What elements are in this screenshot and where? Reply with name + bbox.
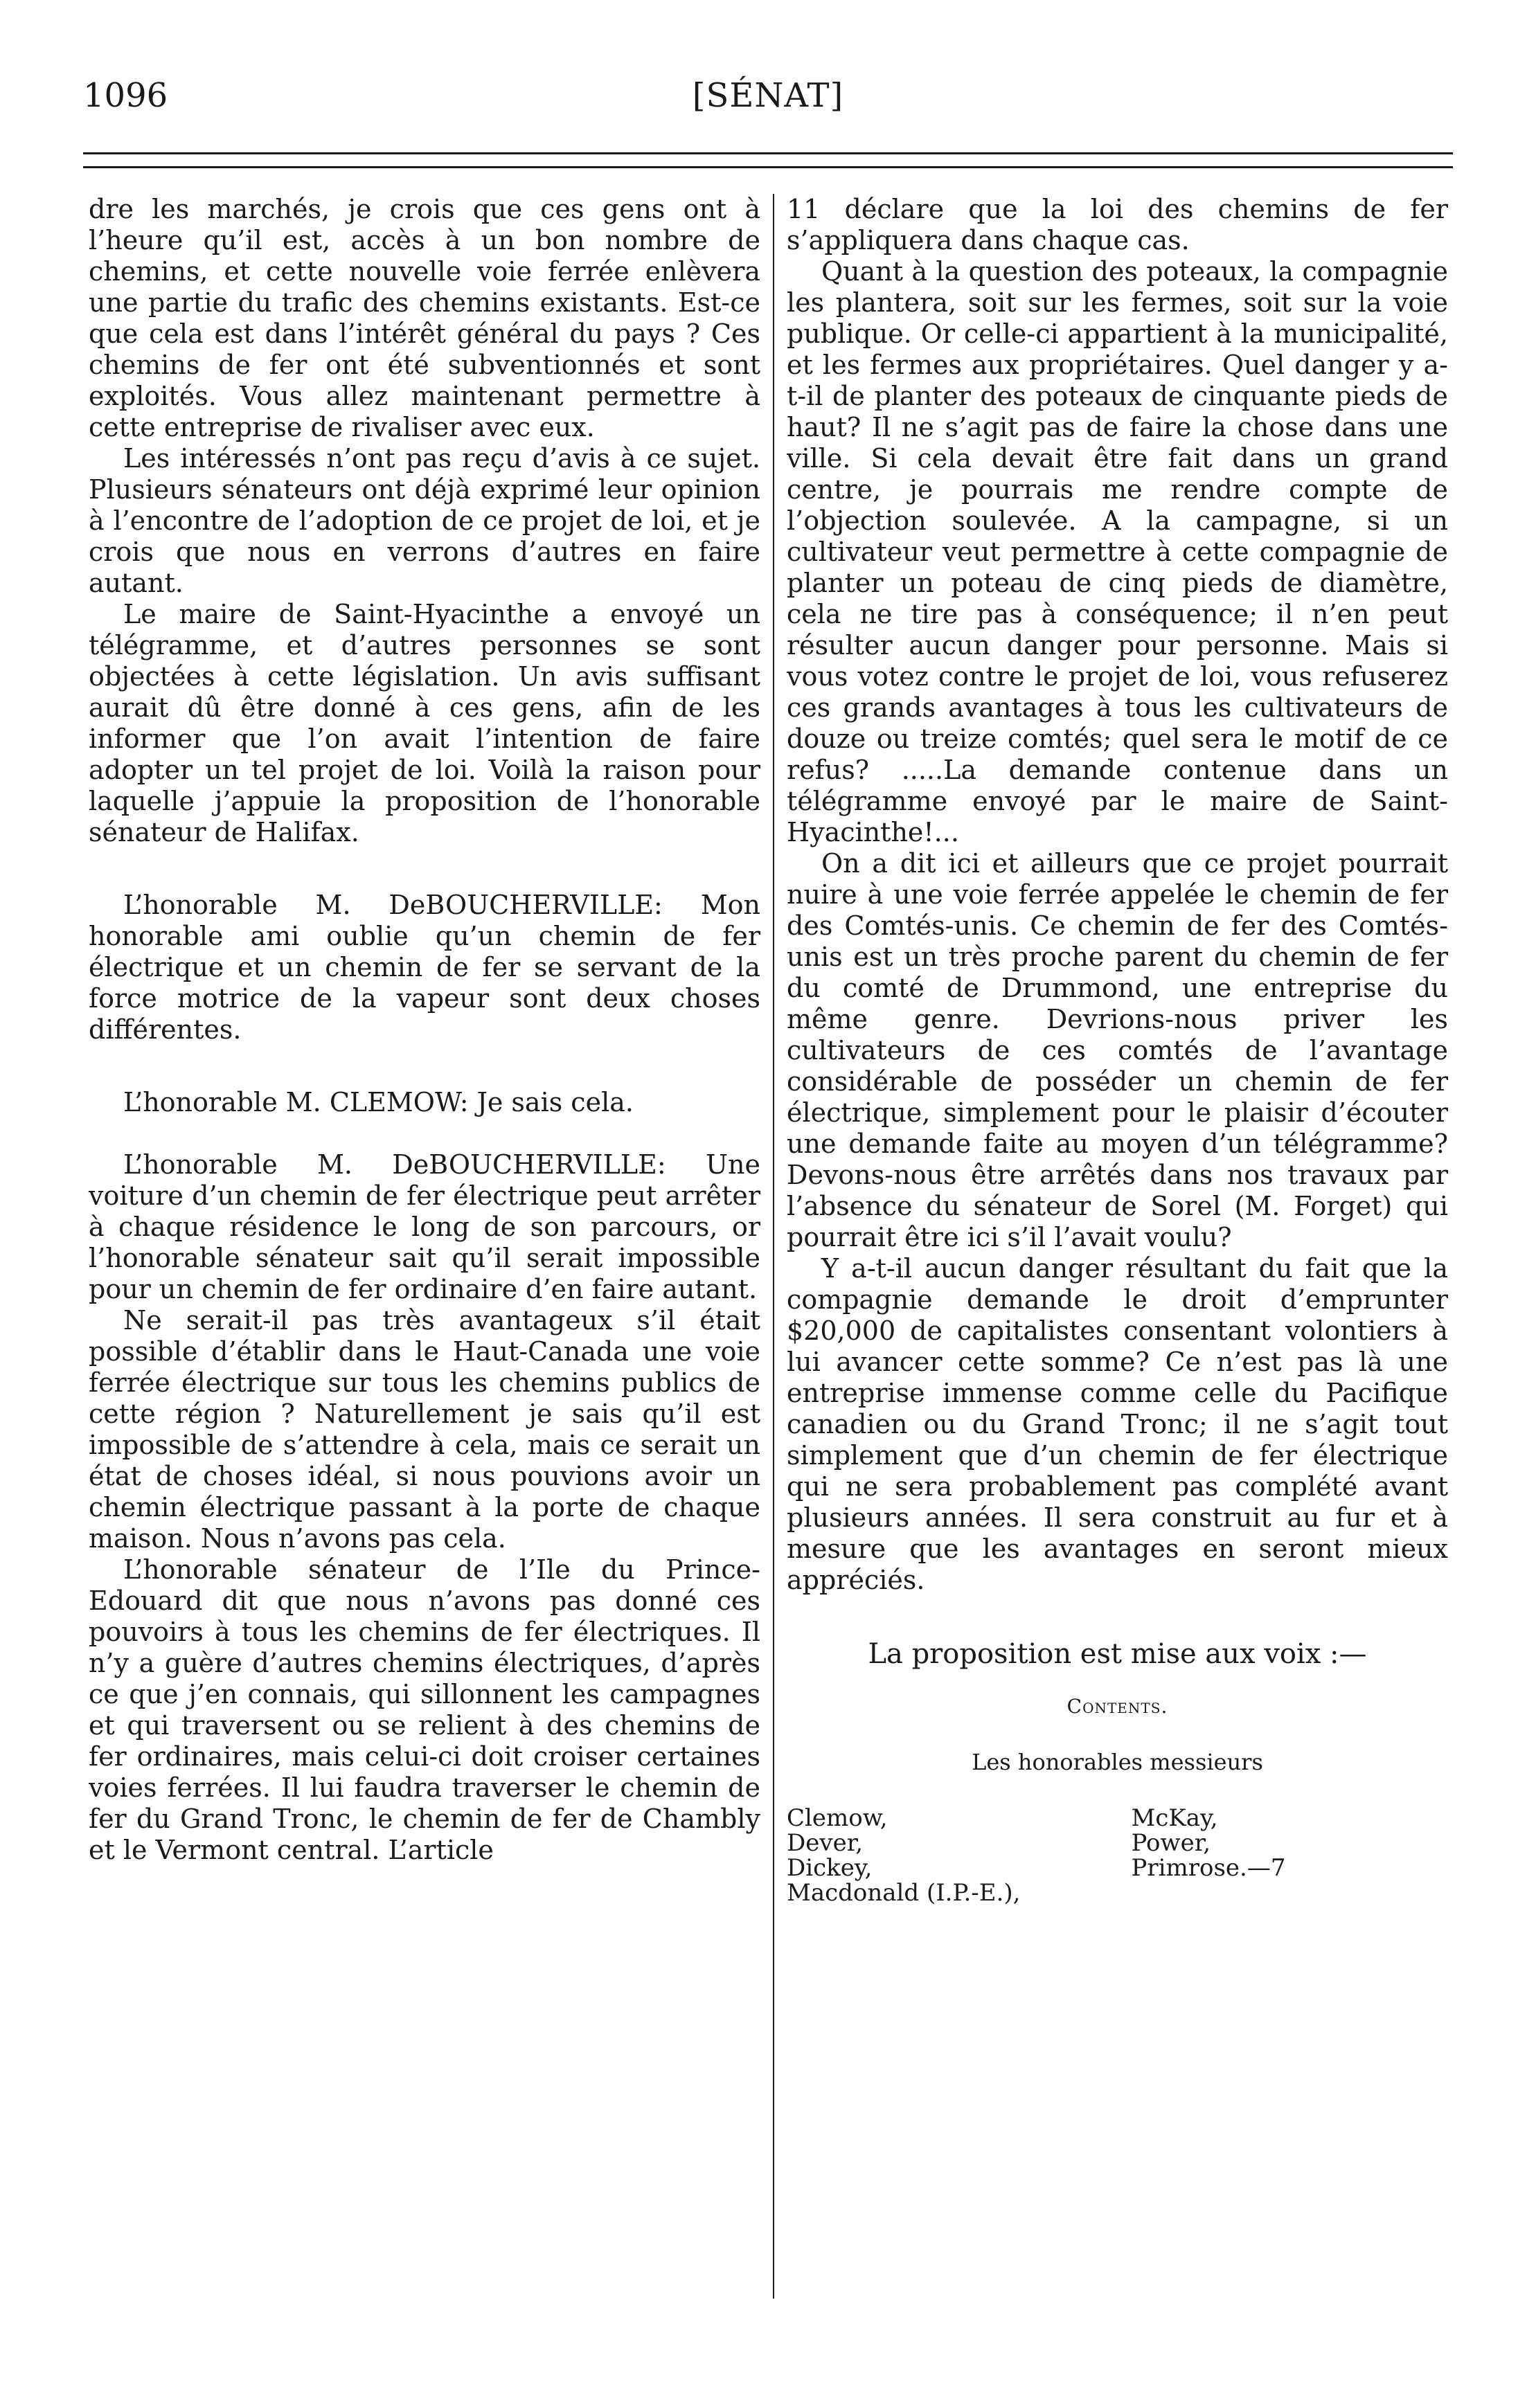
senator-name: Dickey, — [787, 1854, 873, 1882]
senator-name: Macdonald (I.P.-E.), — [787, 1879, 1021, 1907]
senator-name: Dever, — [787, 1829, 864, 1857]
page-number: 1096 — [83, 76, 168, 115]
names-left-column — [787, 1806, 1104, 1905]
column-divider — [773, 194, 774, 2299]
speech — [89, 1087, 760, 1118]
left-column — [89, 194, 760, 1866]
header-rule-bottom — [83, 166, 1453, 168]
paragraph: L’honorable sénateur de l’Ile du Prince-Edouard dit que nous n’avons pas donné ces pouvoirs à tous les chemins de fer électriques. Il n’y a guère d’autres chemins électriques, d’après ce que j’en connais, qui sillonnent les campagnes et qui traversent ou se relient à des chemins de fer ordinaires, mais celui-ci doit croiser certaines voies ferrées. Il lui faudra traverser le chemin de fer du Grand Tronc, le chemin de fer de Chambly et le Vermont central. L’article — [89, 1554, 760, 1865]
messieurs-label: Les honorables messieurs — [972, 1749, 1263, 1775]
speaker-name: L’honorable M. DeBOUCHERVILLE: — [123, 890, 663, 920]
senator-name: Clemow, — [787, 1804, 888, 1832]
senator-name: McKay, — [1131, 1804, 1218, 1832]
speech — [89, 1149, 760, 1305]
paragraph: Les intéressés n’ont pas reçu d’avis à ce sujet. Plusieurs sénateurs ont déjà exprimé leur opinion à l’encontre de l’adoption de ce projet de loi, et je crois que nous en verrons d’autres en faire autant. — [89, 443, 760, 598]
paragraph: Le maire de Saint-Hyacinthe a envoyé un télégramme, et d’autres personnes se sont objectées à cette législation. Un avis suffisant aurait dû être donné à ces gens, afin de les informer que l’on avait l’intention de faire adopter un tel projet de loi. Voilà la raison pour laquelle j’appuie la proposition de l’honorable sénateur de Halifax. — [89, 599, 760, 847]
vote-names — [787, 1806, 1448, 1905]
speaker-name: L’honorable M. DeBOUCHERVILLE: — [123, 1149, 666, 1180]
paragraph: Y a-t-il aucun danger résultant du fait que la compagnie demande le droit d’emprunter $20,000 de capitalistes consentant volontiers à lui avancer cette somme? Ce n’est pas là une entreprise immense comme celle du Pacifique canadien ou du Grand Tronc; il ne s’agit tout simplement que d’un chemin de fer électrique qui ne sera probablement pas complété avant plusieurs années. Il sera construit au fur et à mesure que les avantages en seront mieux appréciés. — [787, 1253, 1448, 1595]
speech-text: Mon honorable ami oublie qu’un chemin de fer électrique et un chemin de fer se servant de la force motrice de la vapeur sont deux choses différentes. — [89, 890, 760, 1045]
paragraph: Quant à la question des poteaux, la compagnie les plantera, soit sur les fermes, soit sur la voie publique. Or celle-ci appartient à la municipalité, et les fermes aux propriétaires. Quel danger y a-t-il de planter des poteaux de cinquante pieds de haut? Il ne s’agit pas de faire la chose dans une ville. Si cela devait être fait dans un grand centre, je pourrais me rendre compte de l’objection soulevée. A la campagne, si un cultivateur veut permettre à cette compagnie de planter un poteau de cinq pieds de diamètre, cela ne tire pas à conséquence; il n’en peut résulter aucun danger pour personne. Mais si vous votez contre le projet de loi, vous refuserez ces grands avantages à tous les cultivateurs de douze ou treize comtés; quel sera le motif de ce refus? .....La demande contenue dans un télégramme envoyé par le maire de Saint-Hyacinthe!... — [787, 256, 1448, 847]
header-rule-top — [83, 152, 1453, 154]
senator-name: Primrose.—7 — [1131, 1854, 1286, 1882]
page-header — [83, 55, 1453, 118]
contents-label: Contents. — [1066, 1695, 1168, 1718]
senator-name: Power, — [1131, 1829, 1211, 1857]
running-title: [SÉNAT] — [692, 76, 844, 115]
paragraph: On a dit ici et ailleurs que ce projet pourrait nuire à une voie ferrée appelée le chemin de fer des Comtés-unis. Ce chemin de fer des Comtés-unis est un très proche parent du chemin de fer du comté de Drummond, une entreprise du même genre. Devrions-nous priver les cultivateurs de ces comtés de l’avantage considérable de posséder un chemin de fer électrique, simplement pour le plaisir d’écouter une demande faite au moyen d’un télégramme? Devons-nous être arrêtés dans nos travaux par l’absence du sénateur de Sorel (M. Forget) qui pourrait être ici s’il l’avait voulu? — [787, 848, 1448, 1252]
speech — [89, 890, 760, 1045]
names-right-column — [1104, 1806, 1449, 1905]
vote-heading: La proposition est mise aux voix :— — [868, 1638, 1367, 1670]
speech-text: Je sais cela. — [476, 1087, 634, 1117]
speaker-name: L’honorable M. CLEMOW: — [123, 1087, 469, 1117]
paragraph: Ne serait-il pas très avantageux s’il était possible d’établir dans le Haut-Canada une voie ferrée électrique sur tous les chemins publics de cette région ? Naturellement je sais qu’il est impossible de s’attendre à cela, mais ce serait un état de choses idéal, si nous pouvions avoir un chemin électrique passant à la porte de chaque maison. Nous n’avons pas cela. — [89, 1305, 760, 1554]
speech-text: Une voiture d’un chemin de fer électrique peut arrêter à chaque résidence le long de son parcours, or l’honorable sénateur sait qu’il serait impossible pour un chemin de fer ordinaire d’en faire autant. — [89, 1149, 760, 1304]
paragraph: 11 déclare que la loi des chemins de fer s’appliquera dans chaque cas. — [787, 194, 1448, 255]
right-column — [787, 194, 1448, 1905]
paragraph: dre les marchés, je crois que ces gens ont à l’heure qu’il est, accès à un bon nombre de chemins, et cette nouvelle voie ferrée enlèvera une partie du trafic des chemins existants. Est-ce que cela est dans l’intérêt général du pays ? Ces chemins de fer ont été subventionnés et sont exploités. Vous allez maintenant permettre à cette entreprise de rivaliser avec eux. — [89, 194, 760, 442]
